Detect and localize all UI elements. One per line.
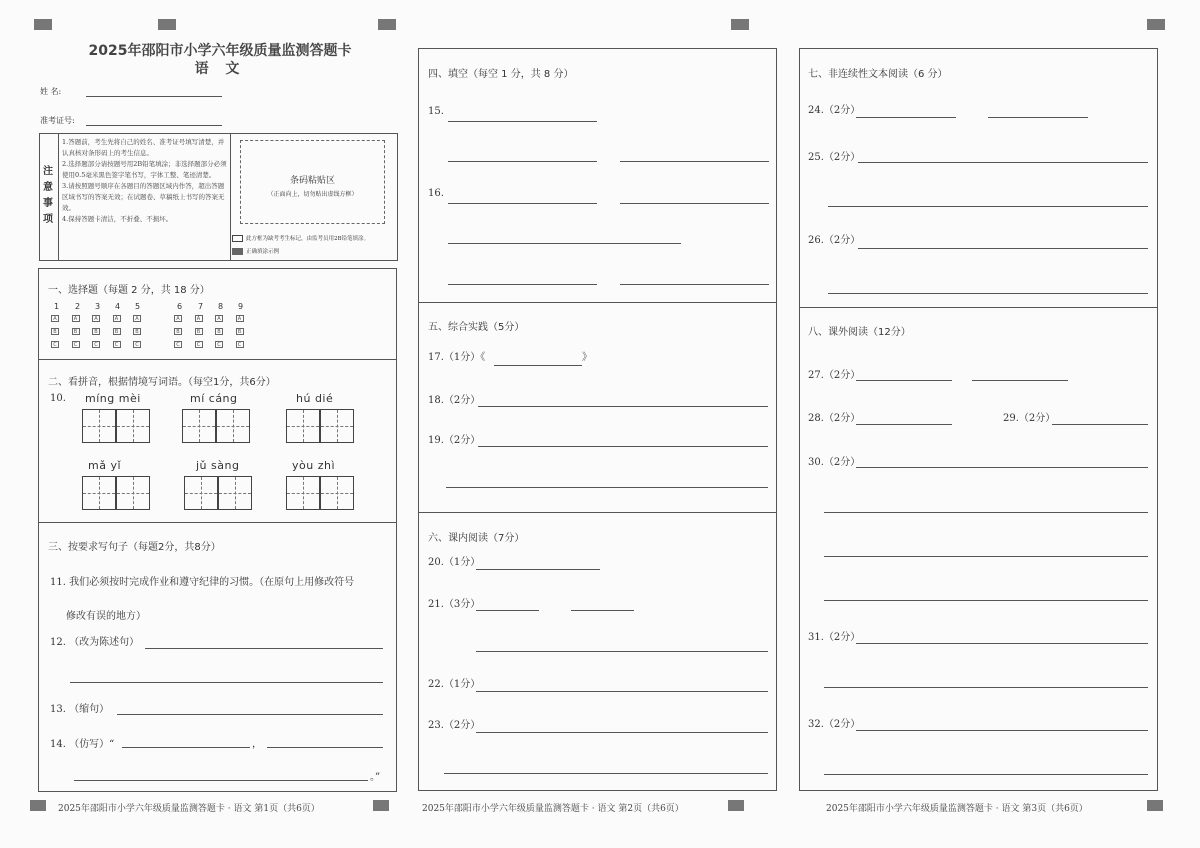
- choice-number: 9: [238, 302, 244, 311]
- word-box[interactable]: [320, 476, 354, 510]
- notice-label-cell: [40, 134, 59, 260]
- notice-item: 1.答题前，考生先将自己的姓名、准考证号填写清楚，并认真核对条形码上的考生信息。: [62, 138, 225, 157]
- answer-line[interactable]: [1052, 424, 1148, 425]
- word-box[interactable]: [116, 409, 150, 443]
- absent-note: 此方框为缺考考生标记，由监考员用2B铅笔填涂。: [246, 236, 370, 242]
- question-18: 18.（2分）: [428, 395, 481, 406]
- section-2-title: 二、看拼音，根据情境写词语。（每空1分，共6分）: [48, 377, 276, 388]
- choice-number: 3: [95, 302, 101, 311]
- choice-bubble[interactable]: C: [72, 341, 80, 348]
- answer-line[interactable]: [856, 380, 952, 381]
- answer-line[interactable]: [828, 206, 1148, 207]
- name-field[interactable]: [86, 96, 222, 97]
- answer-line[interactable]: [494, 365, 582, 366]
- answer-line[interactable]: [571, 610, 634, 611]
- answer-line[interactable]: [448, 203, 597, 204]
- choice-number: 8: [218, 302, 224, 311]
- question-14-end: 。”: [370, 772, 381, 783]
- answer-line[interactable]: [448, 121, 597, 122]
- answer-line[interactable]: [476, 610, 539, 611]
- answer-line[interactable]: [972, 380, 1068, 381]
- word-box[interactable]: [286, 476, 320, 510]
- choice-bubble[interactable]: B: [92, 328, 100, 335]
- choice-bubble[interactable]: A: [113, 315, 121, 322]
- choice-number: 6: [177, 302, 183, 311]
- subject-title: 语 文: [194, 61, 246, 77]
- answer-line[interactable]: [476, 691, 768, 692]
- word-box[interactable]: [82, 409, 116, 443]
- answer-line[interactable]: [856, 467, 1148, 468]
- choice-bubble[interactable]: C: [113, 341, 121, 348]
- answer-line[interactable]: [828, 293, 1148, 294]
- barcode-area: [240, 140, 385, 224]
- question-12: 12. （改为陈述句）: [50, 637, 140, 648]
- answer-line[interactable]: [620, 161, 769, 162]
- question-14: 14. （仿写）“: [50, 739, 115, 750]
- choice-bubble[interactable]: C: [215, 341, 223, 348]
- question-15: 15.: [428, 106, 444, 117]
- answer-line[interactable]: [448, 243, 681, 244]
- registration-mark: [728, 800, 744, 811]
- section-6-title: 六、课内阅读（7分）: [428, 533, 525, 544]
- answer-line[interactable]: [478, 406, 768, 407]
- answer-line[interactable]: [620, 284, 769, 285]
- answer-line[interactable]: [988, 117, 1088, 118]
- section-divider: [38, 359, 397, 360]
- section-divider: [418, 302, 777, 303]
- pinyin-label: mǎ yǐ: [88, 459, 122, 472]
- question-25: 25.（2分）: [808, 152, 861, 163]
- answer-line[interactable]: [858, 162, 1148, 163]
- choice-bubble[interactable]: B: [51, 328, 59, 335]
- question-13: 13. （缩句）: [50, 704, 110, 715]
- exam-id-label: 准考证号:: [40, 116, 75, 125]
- choice-bubble[interactable]: B: [113, 328, 121, 335]
- registration-mark: [378, 19, 396, 30]
- choice-bubble[interactable]: A: [133, 315, 141, 322]
- answer-line[interactable]: [446, 487, 768, 488]
- question-26: 26.（2分）: [808, 235, 861, 246]
- choice-number: 7: [198, 302, 204, 311]
- question-22: 22.（1分）: [428, 679, 481, 690]
- registration-mark: [34, 19, 52, 30]
- answer-line[interactable]: [476, 732, 768, 733]
- absent-checkbox[interactable]: [232, 235, 243, 242]
- question-20: 20.（1分）: [428, 557, 481, 568]
- pinyin-label: yòu zhì: [292, 459, 336, 472]
- choice-bubble[interactable]: A: [215, 315, 223, 322]
- answer-line[interactable]: [856, 643, 1148, 644]
- answer-line[interactable]: [856, 424, 952, 425]
- choice-number: 5: [135, 302, 141, 311]
- registration-mark: [731, 19, 749, 30]
- answer-line[interactable]: [856, 117, 956, 118]
- fill-example-swatch: [232, 248, 243, 255]
- section-divider: [418, 512, 777, 513]
- answer-line[interactable]: [74, 780, 368, 781]
- choice-number: 2: [75, 302, 81, 311]
- choice-bubble[interactable]: B: [195, 328, 203, 335]
- page-footer: 2025年邵阳市小学六年级质量监测答题卡 · 语文 第2页（共6页）: [422, 804, 684, 814]
- answer-line[interactable]: [824, 512, 1148, 513]
- section-7-title: 七、非连续性文本阅读（6 分）: [808, 69, 948, 80]
- fill-example-label: 正确填涂示例: [246, 249, 280, 255]
- answer-line[interactable]: [620, 203, 769, 204]
- notice-label: 注意事项: [43, 166, 53, 225]
- choice-bubble[interactable]: B: [133, 328, 141, 335]
- choice-bubble[interactable]: B: [72, 328, 80, 335]
- pinyin-label: jǔ sàng: [196, 459, 240, 472]
- answer-line[interactable]: [145, 648, 383, 649]
- choice-bubble[interactable]: C: [174, 341, 182, 348]
- answer-line[interactable]: [117, 714, 383, 715]
- section-divider: [799, 307, 1158, 308]
- choice-bubble[interactable]: C: [236, 341, 244, 348]
- answer-line[interactable]: [448, 284, 597, 285]
- notice-list: [62, 137, 227, 225]
- question-23: 23.（2分）: [428, 720, 481, 731]
- word-box[interactable]: [116, 476, 150, 510]
- registration-mark: [1147, 800, 1163, 811]
- question-17-end: 》: [582, 352, 592, 363]
- word-box[interactable]: [216, 409, 250, 443]
- section-8-title: 八、课外阅读（12分）: [808, 327, 911, 338]
- choice-bubble[interactable]: C: [51, 341, 59, 348]
- choice-bubble[interactable]: C: [195, 341, 203, 348]
- question-16: 16.: [428, 188, 444, 199]
- exam-id-field[interactable]: [86, 125, 222, 126]
- choice-bubble[interactable]: B: [236, 328, 244, 335]
- page-footer: 2025年邵阳市小学六年级质量监测答题卡 · 语文 第1页（共6页）: [58, 804, 320, 814]
- choice-bubble[interactable]: A: [195, 315, 203, 322]
- notice-item: 4.保持答题卡清洁，不折叠、不损坏。: [62, 215, 173, 223]
- answer-line[interactable]: [122, 747, 250, 748]
- question-27: 27.（2分）: [808, 370, 861, 381]
- notice-box: [39, 133, 398, 261]
- question-32: 32.（2分）: [808, 719, 861, 730]
- word-box[interactable]: [320, 409, 354, 443]
- word-box[interactable]: [182, 409, 216, 443]
- question-10-number: 10.: [50, 393, 66, 404]
- choice-number: 4: [115, 302, 121, 311]
- section-4-title: 四、填空（每空 1 分，共 8 分）: [428, 69, 574, 80]
- question-30: 30.（2分）: [808, 457, 861, 468]
- answer-line[interactable]: [476, 569, 600, 570]
- question-28: 28.（2分）: [808, 413, 861, 424]
- choice-number: 1: [54, 302, 60, 311]
- pinyin-label: hú dié: [296, 392, 334, 405]
- answer-line[interactable]: [70, 682, 383, 683]
- answer-line[interactable]: [476, 651, 768, 652]
- choice-bubble[interactable]: B: [215, 328, 223, 335]
- word-box[interactable]: [286, 409, 320, 443]
- question-31: 31.（2分）: [808, 632, 861, 643]
- choice-bubble[interactable]: A: [92, 315, 100, 322]
- question-11: 11. 我们必须按时完成作业和遵守纪律的习惯。（在原句上用修改符号: [50, 577, 355, 588]
- notice-item: 2.选择题部分请按题号用2B铅笔填涂；非选择题部分必须使用0.5毫米黑色签字笔书写，字体工整、笔迹清楚。: [62, 160, 227, 179]
- choice-bubble[interactable]: A: [72, 315, 80, 322]
- name-label: 姓 名:: [40, 87, 62, 96]
- question-14-comma: ，: [252, 739, 262, 750]
- notice-item: 3.请按照题号顺序在各题目的答题区域内作答，超出答题区域书写的答案无效；在试题卷、草稿纸上书写的答案无效。: [62, 182, 225, 212]
- section-divider: [38, 522, 397, 523]
- choice-bubble[interactable]: A: [51, 315, 59, 322]
- section-3-title: 三、按要求写句子（每题2分，共8分）: [48, 542, 221, 553]
- answer-line[interactable]: [858, 248, 1148, 249]
- notice-divider: [230, 134, 231, 260]
- word-box[interactable]: [184, 476, 218, 510]
- pinyin-label: míng mèi: [85, 392, 141, 405]
- choice-bubble[interactable]: A: [236, 315, 244, 322]
- word-box[interactable]: [82, 476, 116, 510]
- question-17: 17.（1分）《: [428, 352, 486, 363]
- question-29: 29.（2分）: [1003, 413, 1056, 424]
- registration-mark: [1147, 19, 1165, 30]
- choice-bubble[interactable]: B: [174, 328, 182, 335]
- barcode-subtitle: （正面向上，切勿贴出虚线方框）: [267, 191, 358, 198]
- registration-mark: [158, 19, 176, 30]
- answer-line[interactable]: [824, 687, 1148, 688]
- question-21: 21.（3分）: [428, 599, 481, 610]
- answer-line[interactable]: [856, 730, 1148, 731]
- choice-bubble[interactable]: C: [133, 341, 141, 348]
- answer-line[interactable]: [267, 747, 383, 748]
- question-19: 19.（2分）: [428, 435, 481, 446]
- section-5-title: 五、综合实践（5分）: [428, 322, 525, 333]
- pinyin-label: mí cáng: [190, 392, 238, 405]
- section-1-title: 一、选择题（每题 2 分，共 18 分）: [48, 285, 210, 296]
- choice-bubble[interactable]: A: [174, 315, 182, 322]
- answer-line[interactable]: [824, 774, 1148, 775]
- registration-mark: [30, 800, 46, 811]
- answer-line[interactable]: [824, 600, 1148, 601]
- registration-mark: [373, 800, 389, 811]
- answer-line[interactable]: [448, 161, 597, 162]
- page-footer: 2025年邵阳市小学六年级质量监测答题卡 · 语文 第3页（共6页）: [826, 804, 1088, 814]
- answer-line[interactable]: [444, 773, 768, 774]
- answer-line[interactable]: [824, 556, 1148, 557]
- choice-bubble[interactable]: C: [92, 341, 100, 348]
- question-24: 24.（2分）: [808, 105, 861, 116]
- page-title: 2025年邵阳市小学六年级质量监测答题卡: [88, 43, 352, 59]
- word-box[interactable]: [218, 476, 252, 510]
- question-11-cont: 修改有误的地方）: [66, 611, 146, 622]
- barcode-title: 条码粘贴区: [289, 176, 335, 186]
- answer-line[interactable]: [478, 446, 768, 447]
